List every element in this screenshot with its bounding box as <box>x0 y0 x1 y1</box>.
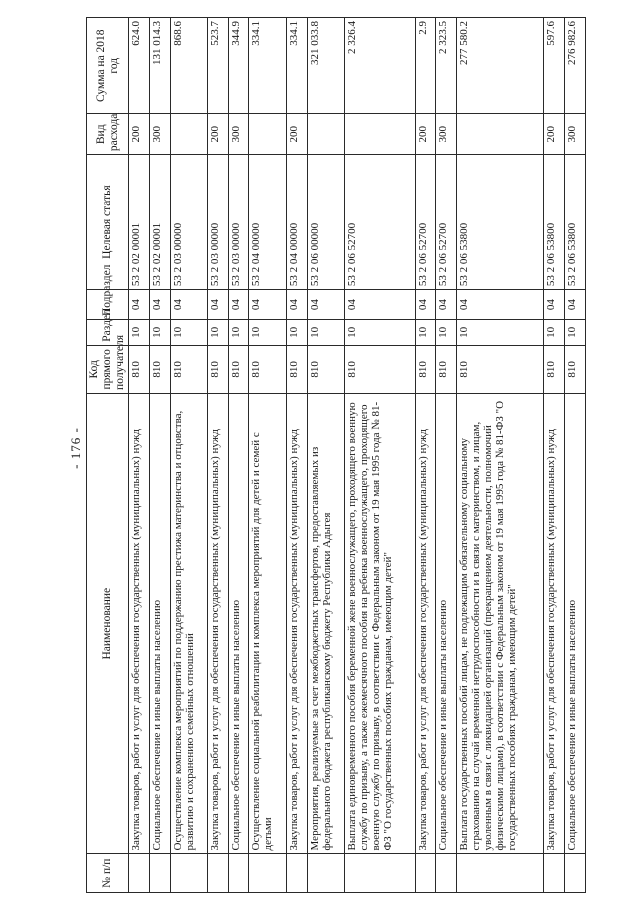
row-recipient-code-cell: 810 <box>286 345 307 393</box>
table-header-row <box>87 18 129 893</box>
row-name-cell: Закупка товаров, работ и услуг для обеспечения государственных (муниципальных) нужд <box>415 393 436 854</box>
row-number-cell <box>307 854 344 893</box>
row-name-cell: Социальное обеспечение и иные выплаты населению <box>228 393 249 854</box>
row-recipient-code-cell: 810 <box>415 345 436 393</box>
row-name-cell: Социальное обеспечение и иные выплаты населению <box>149 393 170 854</box>
row-expense-type-cell: 200 <box>286 114 307 155</box>
row-section-cell: 10 <box>436 320 457 346</box>
row-number-cell <box>345 854 416 893</box>
table-row <box>544 18 565 893</box>
row-name-cell: Выплата единовременного пособия беременной жене военнослужащего, проходящего военную службу по призыву, а также ежемесячного пособия на ребенка военнослужащего, проходящего военную службу по призыву, в соответствии с Федеральным законом от 19 мая 1995 года № 81-ФЗ "О государственных пособиях гражданам, имеющим детей" <box>345 393 416 854</box>
header-section: Раздел <box>87 320 129 346</box>
row-name-cell: Закупка товаров, работ и услуг для обеспечения государственных (муниципальных) нужд <box>207 393 228 854</box>
row-target-article-cell: 53 2 06 52700 <box>436 155 457 290</box>
row-subsection-cell: 04 <box>307 290 344 320</box>
row-number-cell <box>228 854 249 893</box>
row-section-cell: 10 <box>286 320 307 346</box>
row-expense-type-cell: 300 <box>149 114 170 155</box>
row-expense-type-cell: 200 <box>207 114 228 155</box>
row-name-cell: Выплата государственных пособий лицам, не подлежащим обязательному социальному страхованию на случай временной нетрудоспособности и в связи с материнством, и лицам, уволенным в связи с ликвидацией организаций (прекращением деятельности, полномочий физическими лицами), в соответствии с Федеральным законом от 19 мая 1995 года № 81-ФЗ "О государственных пособиях гражданам, имеющим детей" <box>457 393 544 854</box>
row-section-cell: 10 <box>149 320 170 346</box>
row-name-cell: Закупка товаров, работ и услуг для обеспечения государственных (муниципальных) нужд <box>544 393 565 854</box>
row-section-cell: 10 <box>457 320 544 346</box>
row-subsection-cell: 04 <box>129 290 150 320</box>
row-expense-type-cell: 300 <box>565 114 586 155</box>
row-recipient-code-cell: 810 <box>544 345 565 393</box>
row-number-cell <box>286 854 307 893</box>
row-recipient-code-cell: 810 <box>457 345 544 393</box>
row-amount-cell: 334.1 <box>286 18 307 114</box>
row-target-article-cell: 53 2 06 52700 <box>345 155 416 290</box>
header-subsection: Подраздел <box>87 290 129 320</box>
row-number-cell <box>207 854 228 893</box>
row-amount-cell: 868.6 <box>170 18 207 114</box>
row-subsection-cell: 04 <box>565 290 586 320</box>
row-amount-cell: 344.9 <box>228 18 249 114</box>
row-amount-cell: 624.0 <box>129 18 150 114</box>
row-amount-cell: 2.9 <box>415 18 436 114</box>
row-amount-cell: 277 580.2 <box>457 18 544 114</box>
row-target-article-cell: 53 2 04 00000 <box>249 155 286 290</box>
page-number: - 176 - <box>68 427 83 469</box>
row-number-cell <box>544 854 565 893</box>
table-row <box>170 18 207 893</box>
row-recipient-code-cell: 810 <box>249 345 286 393</box>
row-target-article-cell: 53 2 06 53800 <box>544 155 565 290</box>
row-subsection-cell: 04 <box>228 290 249 320</box>
row-name-cell: Социальное обеспечение и иные выплаты населению <box>565 393 586 854</box>
row-section-cell: 10 <box>228 320 249 346</box>
row-recipient-code-cell: 810 <box>149 345 170 393</box>
header-number: № п/п <box>87 854 129 893</box>
row-subsection-cell: 04 <box>436 290 457 320</box>
rotated-document-page <box>70 3 590 893</box>
row-target-article-cell: 53 2 03 00000 <box>170 155 207 290</box>
row-target-article-cell: 53 2 03 00000 <box>228 155 249 290</box>
row-number-cell <box>129 854 150 893</box>
row-target-article-cell: 53 2 06 53800 <box>457 155 544 290</box>
row-section-cell: 10 <box>345 320 416 346</box>
budget-table <box>86 17 586 893</box>
row-section-cell: 10 <box>249 320 286 346</box>
row-subsection-cell: 04 <box>415 290 436 320</box>
row-section-cell: 10 <box>544 320 565 346</box>
table-row <box>565 18 586 893</box>
row-expense-type-cell: 200 <box>415 114 436 155</box>
row-section-cell: 10 <box>415 320 436 346</box>
row-number-cell <box>170 854 207 893</box>
row-recipient-code-cell: 810 <box>228 345 249 393</box>
row-recipient-code-cell: 810 <box>565 345 586 393</box>
table-row <box>249 18 286 893</box>
row-subsection-cell: 04 <box>207 290 228 320</box>
table-row <box>457 18 544 893</box>
row-number-cell <box>457 854 544 893</box>
row-subsection-cell: 04 <box>544 290 565 320</box>
header-target-article: Целевая статья <box>87 155 129 290</box>
row-target-article-cell: 53 2 06 00000 <box>307 155 344 290</box>
row-expense-type-cell: 200 <box>129 114 150 155</box>
header-amount-2018: Сумма на 2018 год <box>87 18 129 114</box>
row-expense-type-cell: 300 <box>228 114 249 155</box>
row-amount-cell: 2 323.5 <box>436 18 457 114</box>
row-name-cell: Осуществление социальной реабилитации и комплекса мероприятий для детей и семей с детьми <box>249 393 286 854</box>
row-name-cell: Мероприятия, реализуемые за счет межбюджетных трансфертов, предоставляемых из федерального бюджета республиканскому бюджету Республики Адыгея <box>307 393 344 854</box>
row-subsection-cell: 04 <box>249 290 286 320</box>
row-recipient-code-cell: 810 <box>170 345 207 393</box>
row-expense-type-cell <box>249 114 286 155</box>
row-number-cell <box>415 854 436 893</box>
table-row <box>436 18 457 893</box>
row-subsection-cell: 04 <box>457 290 544 320</box>
row-expense-type-cell <box>457 114 544 155</box>
row-expense-type-cell <box>170 114 207 155</box>
row-recipient-code-cell: 810 <box>436 345 457 393</box>
row-number-cell <box>436 854 457 893</box>
row-amount-cell: 2 326.4 <box>345 18 416 114</box>
row-amount-cell: 597.6 <box>544 18 565 114</box>
row-section-cell: 10 <box>565 320 586 346</box>
row-expense-type-cell: 200 <box>544 114 565 155</box>
row-name-cell: Закупка товаров, работ и услуг для обеспечения государственных (муниципальных) нужд <box>129 393 150 854</box>
row-target-article-cell: 53 2 02 00001 <box>129 155 150 290</box>
table-row <box>129 18 150 893</box>
header-expense-type: Вид расхода <box>87 114 129 155</box>
row-target-article-cell: 53 2 06 53800 <box>565 155 586 290</box>
table-row <box>415 18 436 893</box>
row-subsection-cell: 04 <box>286 290 307 320</box>
row-name-cell: Осуществление комплекса мероприятий по поддержанию престижа материнства и отцовства, развитию и сохранению семейных отношений <box>170 393 207 854</box>
row-subsection-cell: 04 <box>345 290 416 320</box>
row-expense-type-cell <box>345 114 416 155</box>
row-recipient-code-cell: 810 <box>345 345 416 393</box>
row-recipient-code-cell: 810 <box>207 345 228 393</box>
table-row <box>228 18 249 893</box>
row-amount-cell: 321 033.8 <box>307 18 344 114</box>
row-recipient-code-cell: 810 <box>129 345 150 393</box>
row-target-article-cell: 53 2 04 00000 <box>286 155 307 290</box>
row-number-cell <box>565 854 586 893</box>
row-target-article-cell: 53 2 06 52700 <box>415 155 436 290</box>
row-target-article-cell: 53 2 02 00001 <box>149 155 170 290</box>
row-subsection-cell: 04 <box>170 290 207 320</box>
row-section-cell: 10 <box>307 320 344 346</box>
row-expense-type-cell <box>307 114 344 155</box>
row-expense-type-cell: 300 <box>436 114 457 155</box>
row-number-cell <box>249 854 286 893</box>
row-amount-cell: 276 982.6 <box>565 18 586 114</box>
table-row <box>307 18 344 893</box>
row-section-cell: 10 <box>170 320 207 346</box>
table-row <box>207 18 228 893</box>
row-subsection-cell: 04 <box>149 290 170 320</box>
row-target-article-cell: 53 2 03 00000 <box>207 155 228 290</box>
row-amount-cell: 334.1 <box>249 18 286 114</box>
row-name-cell: Закупка товаров, работ и услуг для обеспечения государственных (муниципальных) нужд <box>286 393 307 854</box>
table-row <box>149 18 170 893</box>
table-row <box>286 18 307 893</box>
row-amount-cell: 131 014.3 <box>149 18 170 114</box>
row-amount-cell: 523.7 <box>207 18 228 114</box>
header-name: Наименование <box>87 393 129 854</box>
row-recipient-code-cell: 810 <box>307 345 344 393</box>
table-row <box>345 18 416 893</box>
row-section-cell: 10 <box>207 320 228 346</box>
header-recipient-code: Код прямого получателя <box>87 345 129 393</box>
row-number-cell <box>149 854 170 893</box>
row-section-cell: 10 <box>129 320 150 346</box>
row-name-cell: Социальное обеспечение и иные выплаты населению <box>436 393 457 854</box>
